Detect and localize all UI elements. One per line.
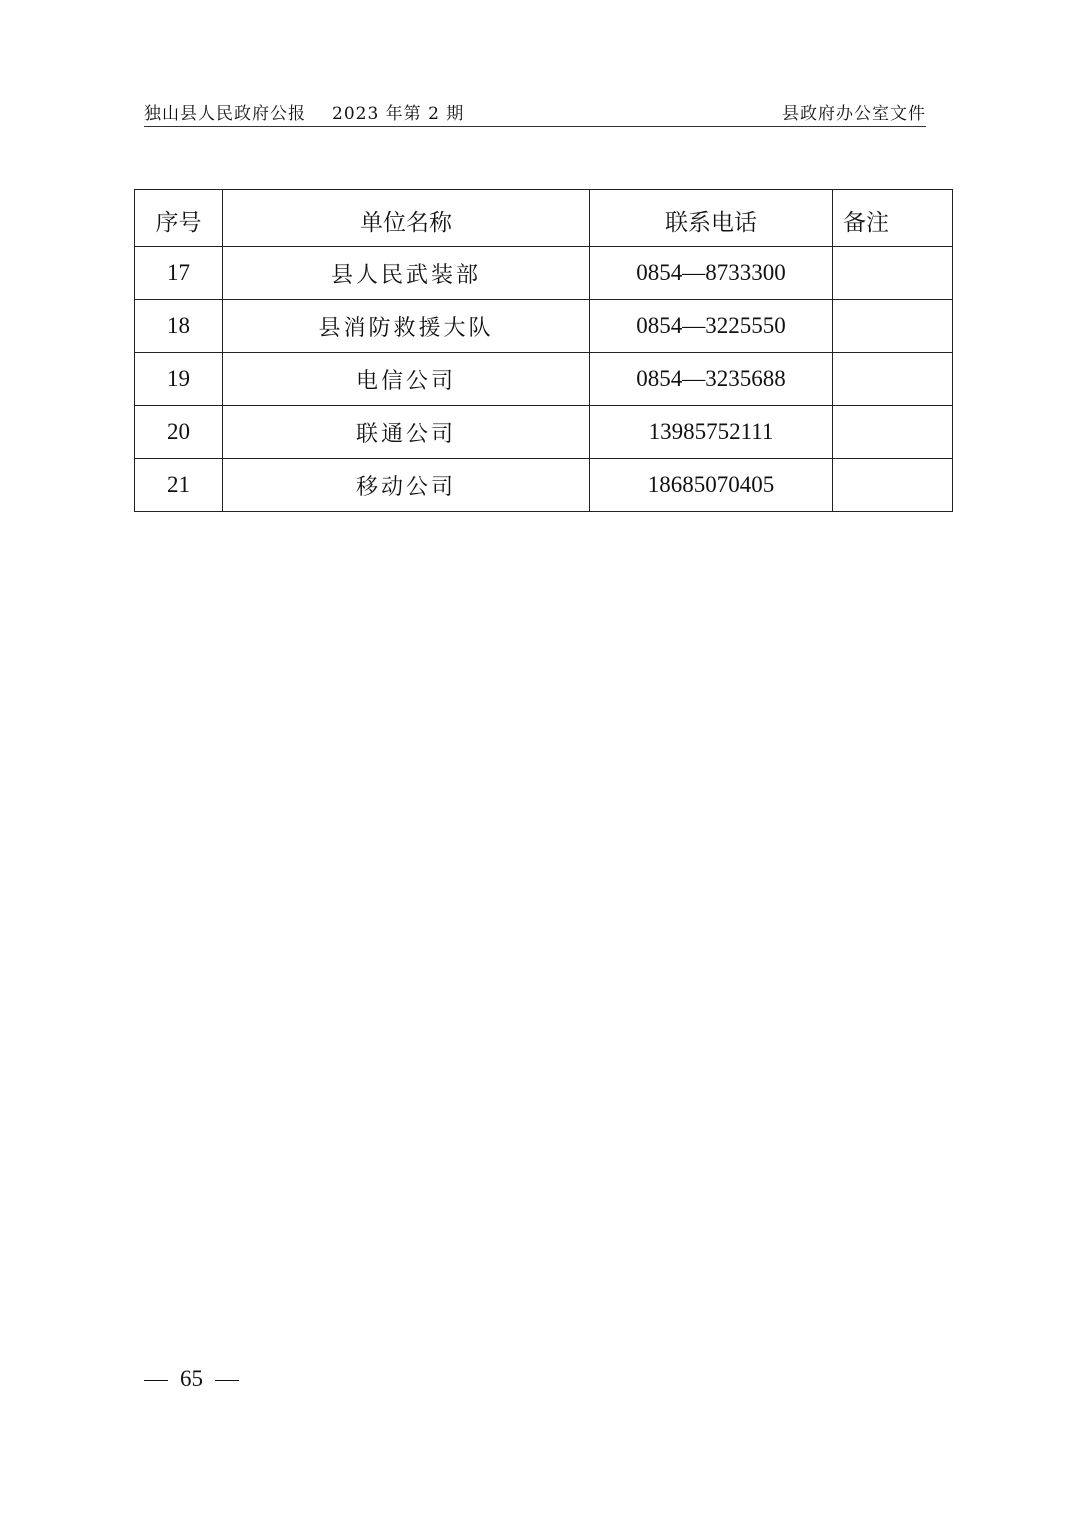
unit-name: 电信公司 [223,353,590,406]
table-row [135,459,953,512]
page-footer [144,1366,239,1392]
column-header-number: 序号 [135,190,223,247]
row-number: 18 [135,300,223,353]
header-publication: 独山县人民政府公报 [144,104,306,124]
phone-number: 0854—3235688 [590,353,833,406]
column-header-phone: 联系电话 [590,190,833,247]
table-row [135,247,953,300]
phone-number: 0854—3225550 [590,300,833,353]
table-row [135,406,953,459]
footer-dash-right [215,1380,239,1381]
header-issue: 2023 年第 2 期 [332,104,465,124]
unit-name: 县消防救援大队 [223,300,590,353]
unit-name: 移动公司 [223,459,590,512]
page-header [144,104,926,127]
remark [833,459,953,512]
header-left [144,104,464,124]
footer-dash-left [144,1380,168,1381]
remark [833,353,953,406]
phone-number: 0854—8733300 [590,247,833,300]
row-number: 21 [135,459,223,512]
contact-table [134,189,953,512]
column-header-unit-name: 单位名称 [223,190,590,247]
table-header-row [135,190,953,247]
phone-number: 18685070405 [590,459,833,512]
header-section: 县政府办公室文件 [782,104,926,124]
remark [833,406,953,459]
row-number: 17 [135,247,223,300]
page-number: 65 [180,1366,203,1391]
column-header-remark: 备注 [833,190,953,247]
remark [833,247,953,300]
phone-number: 13985752111 [590,406,833,459]
unit-name: 联通公司 [223,406,590,459]
row-number: 20 [135,406,223,459]
table-row [135,300,953,353]
remark [833,300,953,353]
unit-name: 县人民武装部 [223,247,590,300]
row-number: 19 [135,353,223,406]
table-row [135,353,953,406]
